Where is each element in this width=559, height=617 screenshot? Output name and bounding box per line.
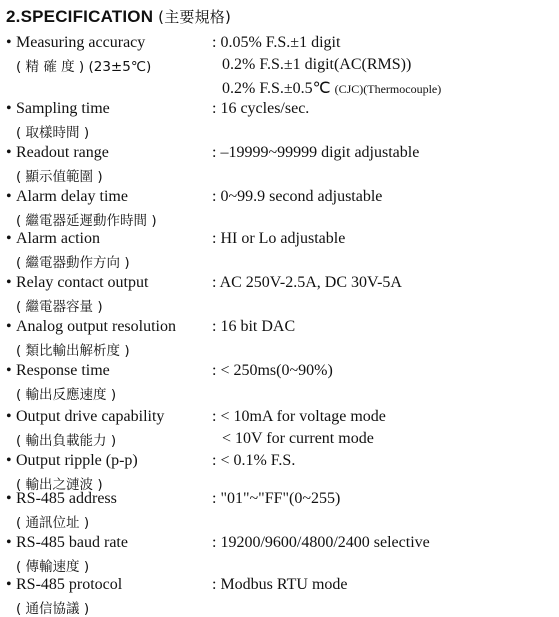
- spec-name-zh: ( 傳輸速度 ): [16, 559, 90, 575]
- spec-value-text: : < 0.1% F.S.: [212, 452, 296, 469]
- bullet: •: [6, 452, 12, 469]
- spec-value: [222, 430, 374, 448]
- spec-value: [212, 34, 340, 52]
- bullet: •: [6, 362, 12, 379]
- spec-row: [6, 534, 556, 574]
- bullet: •: [6, 490, 12, 507]
- spec-name-text: Readout range: [16, 144, 109, 161]
- spec-name-zh: ( 通信協議 ): [16, 601, 90, 617]
- spec-value: [212, 318, 295, 336]
- spec-value: [212, 230, 345, 248]
- spec-row: [6, 490, 556, 530]
- spec-name: [6, 408, 164, 426]
- spec-name-text: RS-485 protocol: [16, 576, 123, 593]
- spec-value: [212, 188, 382, 206]
- section-title: 2.SPECIFICATION: [6, 7, 154, 26]
- spec-value-text: : AC 250V-2.5A, DC 30V-5A: [212, 274, 402, 291]
- spec-name-zh: ( 輸出負載能力 ): [16, 433, 117, 449]
- spec-value-text: : 0.05% F.S.±1 digit: [212, 34, 341, 51]
- spec-name-text: Response time: [16, 362, 110, 379]
- spec-name: [6, 100, 110, 118]
- spec-name-zh: ( 輸出之漣波 ): [16, 477, 103, 493]
- spec-row: [6, 452, 556, 492]
- spec-value-text: : < 10mA for voltage mode: [212, 408, 386, 425]
- spec-name-zh: ( 精 確 度 ) (23±5℃): [16, 59, 152, 75]
- spec-value: [212, 362, 333, 380]
- bullet: •: [6, 534, 12, 551]
- spec-name-text: Measuring accuracy: [16, 34, 146, 51]
- spec-value: [222, 56, 411, 74]
- spec-name-zh: ( 類比輸出解析度 ): [16, 343, 130, 359]
- spec-value: [212, 452, 295, 470]
- spec-name-zh: ( 顯示值範圍 ): [16, 169, 103, 185]
- spec-name: [6, 490, 117, 508]
- bullet: •: [6, 274, 12, 291]
- spec-value-text: : 16 cycles/sec.: [212, 100, 310, 117]
- spec-name-zh: ( 繼電器延遲動作時間 ): [16, 213, 157, 229]
- spec-value-text: < 10V for current mode: [222, 430, 374, 447]
- spec-name-text: Analog output resolution: [16, 318, 176, 335]
- spec-row: [6, 318, 556, 358]
- spec-name: [6, 452, 138, 470]
- spec-row: [6, 34, 556, 97]
- bullet: •: [6, 318, 12, 335]
- spec-value-text: : Modbus RTU mode: [212, 576, 348, 593]
- spec-value-text: : < 250ms(0~90%): [212, 362, 333, 379]
- spec-name-text: Alarm delay time: [16, 188, 128, 205]
- bullet: •: [6, 34, 12, 51]
- spec-name-text: Relay contact output: [16, 274, 149, 291]
- spec-row: [6, 230, 556, 270]
- spec-name-zh: ( 通訊位址 ): [16, 515, 90, 531]
- spec-name-zh: ( 繼電器容量 ): [16, 299, 103, 315]
- spec-row: [6, 576, 556, 616]
- spec-value: [212, 576, 347, 594]
- bullet: •: [6, 230, 12, 247]
- section-subtitle-zh: (主要規格): [158, 8, 232, 26]
- spec-row: [6, 274, 556, 314]
- spec-value-text: : 19200/9600/4800/2400 selective: [212, 534, 430, 551]
- spec-value: [212, 100, 309, 118]
- bullet: •: [6, 576, 12, 593]
- spec-name-text: Output drive capability: [16, 408, 165, 425]
- spec-value-text: : ‒19999~99999 digit adjustable: [212, 144, 420, 161]
- spec-name: [6, 274, 148, 292]
- spec-row: [6, 362, 556, 402]
- spec-value: [212, 144, 419, 162]
- spec-value-text: 0.2% F.S.±1 digit(AC(RMS)): [222, 56, 412, 73]
- spec-name-text: Sampling time: [16, 100, 110, 117]
- spec-name-zh: ( 繼電器動作方向 ): [16, 255, 130, 271]
- spec-value-text: 0.2% F.S.±0.5℃: [222, 80, 331, 97]
- spec-name: [6, 318, 176, 336]
- spec-value-text: : 0~99.9 second adjustable: [212, 188, 383, 205]
- spec-value-text: : HI or Lo adjustable: [212, 230, 346, 247]
- spec-name: [6, 576, 122, 594]
- spec-value: [212, 490, 340, 508]
- spec-name: [6, 534, 128, 552]
- bullet: •: [6, 188, 12, 205]
- spec-name-text: RS-485 baud rate: [16, 534, 128, 551]
- spec-value: [212, 274, 402, 292]
- spec-row: [6, 408, 556, 448]
- section-heading: [6, 6, 231, 27]
- spec-name: [6, 362, 110, 380]
- spec-name-zh: ( 輸出反應速度 ): [16, 387, 117, 403]
- spec-name: [6, 144, 109, 162]
- spec-name-zh: ( 取樣時間 ): [16, 125, 90, 141]
- spec-row: [6, 188, 556, 228]
- bullet: •: [6, 100, 12, 117]
- spec-row: [6, 144, 556, 184]
- bullet: •: [6, 144, 12, 161]
- spec-name: [6, 34, 145, 52]
- spec-name: [6, 188, 128, 206]
- spec-value-text: : "01"~"FF"(0~255): [212, 490, 341, 507]
- spec-name: [6, 230, 100, 248]
- spec-value: [212, 408, 386, 426]
- spec-name-text: RS-485 address: [16, 490, 117, 507]
- spec-value-text: : 16 bit DAC: [212, 318, 296, 335]
- spec-value-note: (CJC)(Thermocouple): [334, 82, 442, 96]
- spec-name-text: Alarm action: [16, 230, 100, 247]
- bullet: •: [6, 408, 12, 425]
- spec-row: [6, 100, 556, 140]
- spec-name-text: Output ripple (p-p): [16, 452, 138, 469]
- spec-value: [222, 78, 441, 98]
- spec-value: [212, 534, 430, 552]
